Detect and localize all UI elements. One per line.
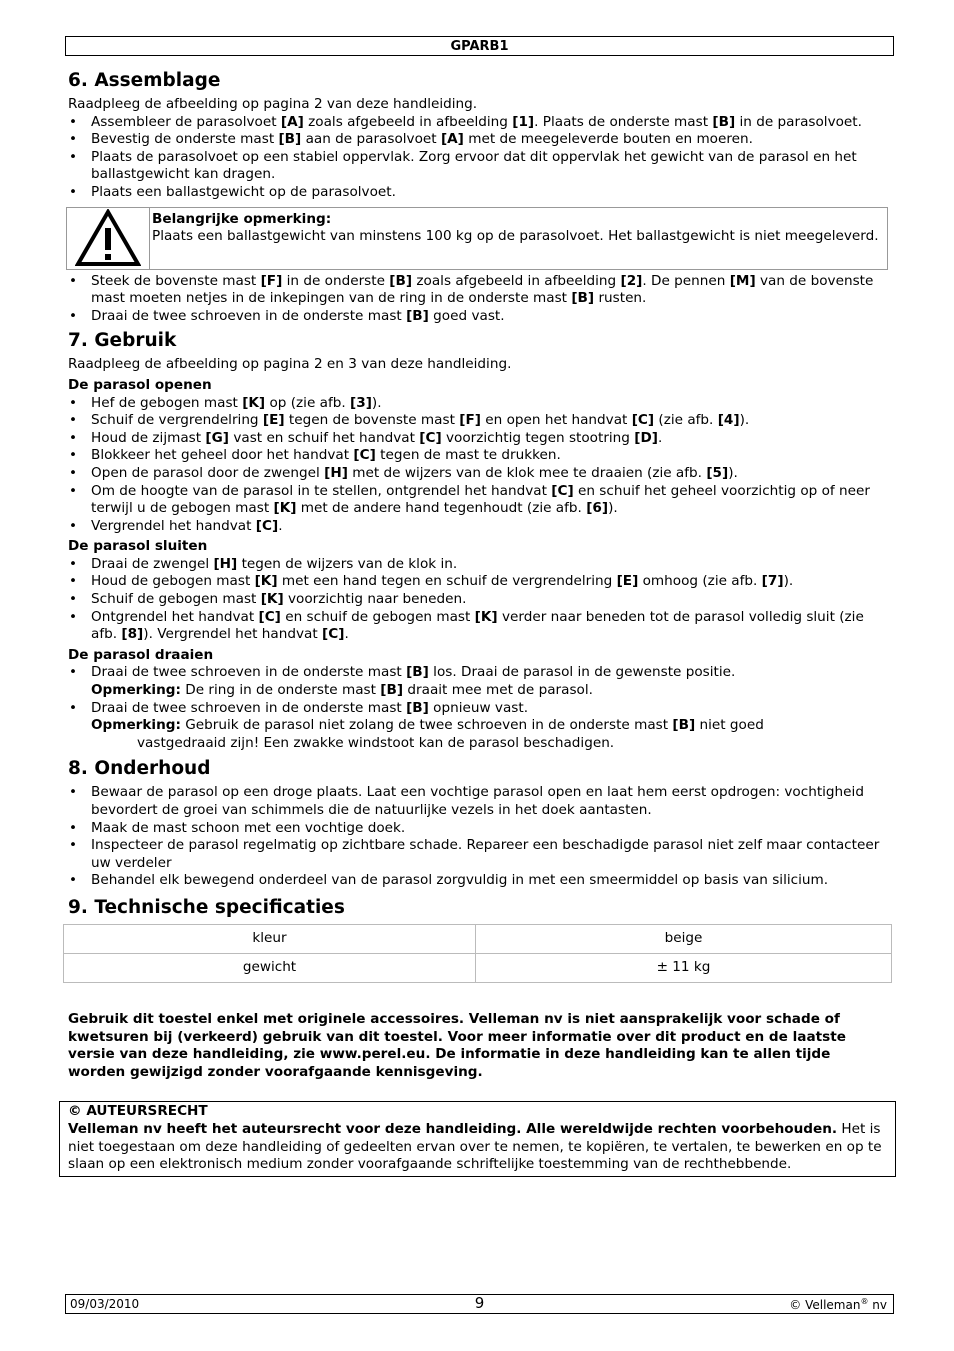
spec-label: kleur xyxy=(64,924,476,953)
draaien-step-1: • Draai de twee schroeven in de onderste mast [B] los. Draai de parasol in de gewenste positie. xyxy=(91,664,736,681)
list-item: • Om de hoogte van de parasol in te stellen, ontgrendel het handvat [C] en schuif het geheel voorzichtig op of neer terwijl u de gebogen mast [K] met de andere hand tegenhoudt (zie afb. [6]). xyxy=(91,483,890,518)
list-item: • Bewaar de parasol op een droge plaats. Laat een vochtige parasol open en laat hem eerst opdrogen: vochtigheid bevordert de groei van schimmels die de natuurlijke vezels in het doek aantasten. xyxy=(91,784,890,819)
list-item: • Behandel elk bewegend onderdeel van de parasol zorgvuldig in met een smeermiddel op basis van silicium. xyxy=(91,872,890,890)
assemblage-intro: Raadpleeg de afbeelding op pagina 2 van deze handleiding. xyxy=(68,96,478,112)
list-item: • Draai de twee schroeven in de onderste mast [B] goed vast. xyxy=(91,308,890,326)
subheading-openen: De parasol openen xyxy=(68,376,212,393)
openen-list xyxy=(68,395,890,536)
assemblage-list xyxy=(68,114,890,202)
list-item: • Assembleer de parasolvoet [A] zoals afgebeeld in afbeelding [1]. Plaats de onderste mast [B] in de parasolvoet. xyxy=(91,114,890,132)
list-item: • Houd de gebogen mast [K] met een hand tegen en schuif de vergrendelring [E] omhoog (zie afb. [7]). xyxy=(91,573,890,591)
note-text: Gebruik de parasol niet zolang de twee schroeven in de onderste mast [B] niet goed xyxy=(180,717,764,734)
list-item: • Bevestig de onderste mast [B] aan de parasolvoet [A] met de meegeleverde bouten en moeren. xyxy=(91,131,890,149)
footer-date: 09/03/2010 xyxy=(70,1297,140,1311)
page-header xyxy=(65,36,894,56)
list-item: • Inspecteer de parasol regelmatig op zichtbare schade. Repareer een beschadigde parasol niet zelf maar contacteer uw verdeler xyxy=(91,837,890,872)
warning-text xyxy=(150,208,887,269)
model-code: GPARB1 xyxy=(450,39,509,54)
draaien-list xyxy=(68,664,890,752)
spec-label: gewicht xyxy=(64,953,476,982)
table-row xyxy=(64,924,892,953)
list-item: • Schuif de vergrendelring [E] tegen de bovenste mast [F] en open het handvat [C] (zie afb. [4]). xyxy=(91,412,890,430)
list-item: • Vergrendel het handvat [C]. xyxy=(91,518,890,536)
company-suffix: nv xyxy=(868,1298,887,1312)
note-label: Opmerking: xyxy=(91,717,181,734)
assemblage-list-2 xyxy=(68,273,890,326)
warning-title: Belangrijke opmerking: xyxy=(152,210,332,227)
draaien-note-2-cont: vastgedraaid zijn! Een zwakke windstoot kan de parasol beschadigen. xyxy=(137,734,615,751)
list-item: • Steek de bovenste mast [F] in de onderste [B] zoals afgebeeld in afbeelding [2]. De pennen [M] van de bovenste mast moeten netjes in de inkepingen van de ring in de onderste mast [B] rusten. xyxy=(91,273,890,308)
onderhoud-list xyxy=(68,784,890,890)
footer-company xyxy=(789,1297,887,1312)
spec-table xyxy=(63,924,892,983)
copyright-bold: Velleman nv heeft het auteursrecht voor deze handleiding. Alle wereldwijde rechten voorbehouden. xyxy=(68,1120,838,1137)
list-item: • Schuif de gebogen mast [K] voorzichtig naar beneden. xyxy=(91,591,890,609)
warning-box xyxy=(66,207,888,270)
list-item: • Hef de gebogen mast [K] op (zie afb. [3]). xyxy=(91,395,890,413)
page-number: 9 xyxy=(474,1294,485,1312)
copyright-box xyxy=(59,1101,896,1176)
company-name: © Velleman xyxy=(789,1298,861,1312)
draaien-step-2: • Draai de twee schroeven in de onderste mast [B] opnieuw vast. xyxy=(91,699,529,716)
note-text: De ring in de onderste mast [B] draait mee met de parasol. xyxy=(180,682,593,699)
list-item: • Open de parasol door de zwengel [H] met de wijzers van de klok mee te draaien (zie afb. [5]). xyxy=(91,465,890,483)
subheading-sluiten: De parasol sluiten xyxy=(68,538,208,555)
list-item: • Plaats de parasolvoet op een stabiel oppervlak. Zorg ervoor dat dit oppervlak het gewicht van de parasol en het ballastgewicht kan dragen. xyxy=(91,149,890,184)
spec-value: beige xyxy=(475,924,891,953)
section-title-onderhoud: 8. Onderhoud xyxy=(68,758,211,780)
page-content xyxy=(68,66,890,1177)
list-item xyxy=(91,664,890,699)
gebruik-intro: Raadpleeg de afbeelding op pagina 2 en 3 van deze handleiding. xyxy=(68,356,512,373)
disclaimer: Gebruik dit toestel enkel met originele accessoires. Velleman nv is niet aansprakelijk voor schade of kwetsuren bij (verkeerd) gebruik van dit toestel. Voor meer informatie over dit product en de laatste versie van deze handleiding, zie www.perel.eu. De informatie in deze handleiding kan te allen tijde worden gewijzigd zonder voorafgaande kennisgeving. xyxy=(68,1010,846,1080)
list-item: • Blokkeer het geheel door het handvat [C] tegen de mast te drukken. xyxy=(91,447,890,465)
draaien-note-1 xyxy=(91,682,890,700)
page-footer xyxy=(65,1294,894,1314)
sluiten-list xyxy=(68,556,890,644)
warning-body: Plaats een ballastgewicht van minstens 100 kg op de parasolvoet. Het ballastgewicht is niet meegeleverd. xyxy=(152,228,879,245)
warning-triangle-icon xyxy=(67,208,150,269)
subheading-draaien: De parasol draaien xyxy=(68,646,214,663)
list-item: • Maak de mast schoon met een vochtige doek. xyxy=(91,820,890,838)
list-item: • Plaats een ballastgewicht op de parasolvoet. xyxy=(91,184,890,202)
list-item: • Draai de zwengel [H] tegen de wijzers van de klok in. xyxy=(91,556,890,574)
draaien-note-2 xyxy=(91,717,890,735)
spec-value: ± 11 kg xyxy=(475,953,891,982)
note-label: Opmerking: xyxy=(91,682,181,699)
section-title-specs: 9. Technische specificaties xyxy=(68,896,345,918)
section-title-gebruik: 7. Gebruik xyxy=(68,330,177,352)
copyright-text: Het is niet toegestaan om deze handleiding of gedeelten ervan over te nemen, te kopiëren, te vertalen, te bewerken en op te slaan op een elektronisch medium zonder voorafgaande schriftelijke toestemming van de rechthebbende. xyxy=(68,1120,882,1173)
copyright-title: © AUTEURSRECHT xyxy=(68,1103,208,1120)
copyright-body xyxy=(68,1121,887,1174)
list-item xyxy=(91,700,890,753)
registered-mark: ® xyxy=(860,1297,869,1306)
list-item: • Ontgrendel het handvat [C] en schuif de gebogen mast [K] verder naar beneden tot de parasol volledig sluit (zie afb. [8]). Vergrendel het handvat [C]. xyxy=(91,609,890,644)
list-item: • Houd de zijmast [G] vast en schuif het handvat [C] voorzichtig tegen stootring [D]. xyxy=(91,430,890,448)
section-title-assemblage: 6. Assemblage xyxy=(68,70,221,91)
table-row xyxy=(64,953,892,982)
